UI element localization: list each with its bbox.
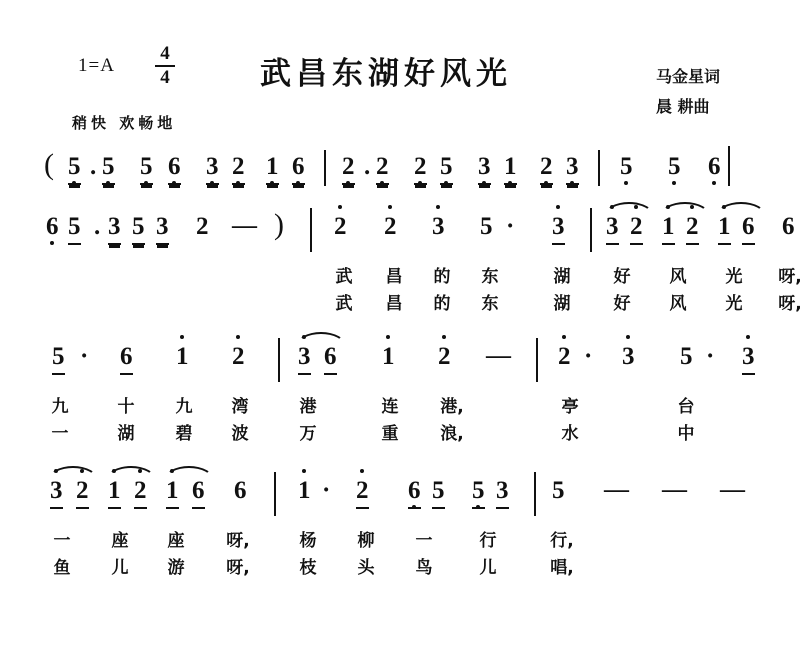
note: 5 [102, 152, 115, 185]
lyric: 湾 [231, 397, 249, 417]
note: 5 [552, 477, 565, 504]
system-1-notes [42, 140, 730, 198]
note: 1 [166, 476, 179, 509]
lyric: 一 [53, 531, 71, 551]
lyric: 呀, [778, 267, 802, 287]
lyric: 湖 [553, 267, 571, 287]
note: 1 [176, 343, 189, 370]
note: 3 [156, 212, 169, 245]
note: 6 [120, 342, 133, 375]
lyric: 好 [613, 267, 631, 287]
system-4-lyrics-verse-2 [42, 553, 730, 580]
lyric: 波 [231, 424, 249, 444]
lyric: 呀, [778, 294, 802, 314]
barline [536, 338, 538, 382]
note: 2 [630, 212, 643, 245]
lyric: 重 [381, 424, 399, 444]
note: 1 [382, 343, 395, 370]
lyricist-credit: 马金星词 [655, 67, 720, 86]
note: 5 [680, 343, 693, 370]
lyric: 港, [440, 397, 464, 417]
credits [656, 62, 720, 122]
lyric: 儿 [111, 558, 129, 578]
sustain-dash: — [232, 212, 257, 239]
barline [590, 208, 592, 252]
lyric: 行 [479, 531, 497, 551]
lyric: 好 [613, 294, 631, 314]
lyric: 柳 [357, 531, 375, 551]
system-3-lyrics-verse-1 [42, 392, 730, 419]
lyric: 碧 [175, 424, 193, 444]
note: 6 [234, 477, 247, 504]
note: 2 [232, 152, 245, 185]
note: 5 [432, 476, 445, 509]
augmentation-dot: . [364, 153, 371, 180]
key-signature: 1=A [78, 55, 115, 76]
note: 2 [438, 343, 451, 370]
note: 5 [668, 153, 681, 180]
lyric: 东 [481, 267, 499, 287]
lyric: 连 [381, 397, 399, 417]
system-3-lyrics-verse-2 [42, 419, 730, 446]
note: 6 [782, 213, 795, 240]
note: 2 [356, 476, 369, 509]
note: 3 [108, 212, 121, 245]
lyric: 昌 [385, 294, 403, 314]
system-2-notes [42, 200, 795, 262]
note: 5 [68, 212, 81, 245]
note: 2 [414, 152, 427, 185]
note: 3 [622, 343, 635, 370]
page-title: 武昌东湖好风光 [260, 56, 512, 92]
note: 1 [266, 152, 279, 185]
augmentation-dot: · [506, 213, 515, 240]
augmentation-dot: · [80, 343, 89, 370]
tempo-marking: 稍快 欢畅地 [72, 114, 177, 132]
augmentation-dot: · [584, 343, 593, 370]
system-2-lyrics-verse-1 [42, 262, 802, 289]
note: 2 [558, 343, 571, 370]
note: 2 [334, 213, 347, 240]
note: 3 [432, 213, 445, 240]
note: 1 [718, 212, 731, 245]
lyric: 呀, [226, 531, 250, 551]
lyric: 风 [669, 294, 687, 314]
lyric: 亭 [561, 397, 579, 417]
note: 2 [76, 476, 89, 509]
lyric: 风 [669, 267, 687, 287]
system-2 [42, 200, 802, 326]
lyric: 十 [117, 397, 135, 417]
note: 5 [440, 152, 453, 185]
barline [274, 472, 276, 516]
system-4 [42, 464, 745, 594]
sustain-dash: — [720, 476, 745, 503]
lyric: 湖 [117, 424, 135, 444]
lyric: 武 [335, 294, 353, 314]
note: 3 [206, 152, 219, 185]
barline [278, 338, 280, 382]
lyric: 行, [550, 531, 574, 551]
note: 6 [292, 152, 305, 185]
note: 5 [472, 476, 485, 509]
lyric: 儿 [479, 558, 497, 578]
note: 3 [742, 342, 755, 375]
lyric: 港 [299, 397, 317, 417]
augmentation-dot: . [90, 153, 97, 180]
lyric: 唱, [550, 558, 574, 578]
time-signature-denominator: 4 [160, 67, 170, 88]
note: 3 [566, 152, 579, 185]
note: 2 [196, 213, 209, 240]
barline [534, 472, 536, 516]
lyric: 呀, [226, 558, 250, 578]
note: 5 [52, 342, 65, 375]
lyric: 座 [167, 531, 185, 551]
barline [324, 150, 326, 186]
system-3-notes [42, 330, 755, 392]
note: 1 [108, 476, 121, 509]
lyric: 一 [415, 531, 433, 551]
lyric: 枝 [299, 558, 317, 578]
lyric: 一 [51, 424, 69, 444]
note: 6 [324, 342, 337, 375]
lyric: 昌 [385, 267, 403, 287]
lyric: 杨 [299, 531, 317, 551]
lyric: 东 [481, 294, 499, 314]
lyric: 水 [561, 424, 579, 444]
system-2-lyrics-verse-2 [42, 289, 802, 316]
system-4-lyrics-verse-1 [42, 526, 730, 553]
note: 1 [662, 212, 675, 245]
lyric: 鱼 [53, 558, 71, 578]
barline [598, 150, 600, 186]
sustain-dash: — [662, 476, 687, 503]
augmentation-dot: . [94, 213, 101, 240]
system-4-notes [42, 464, 745, 526]
lyric: 湖 [553, 294, 571, 314]
note: 3 [298, 342, 311, 375]
note: 6 [742, 212, 755, 245]
lyric: 头 [357, 558, 375, 578]
augmentation-dot: · [322, 477, 331, 504]
note: 2 [686, 212, 699, 245]
lyric: 的 [433, 294, 451, 314]
note: 2 [232, 343, 245, 370]
note: 5 [68, 152, 81, 185]
note: 3 [478, 152, 491, 185]
barline [728, 146, 730, 186]
barline [310, 208, 312, 252]
note: 6 [408, 476, 421, 509]
sustain-dash: — [604, 476, 629, 503]
note: 2 [540, 152, 553, 185]
lyric: 中 [677, 424, 695, 444]
time-signature-numerator: 4 [160, 43, 170, 64]
note: 3 [552, 212, 565, 245]
note: 3 [606, 212, 619, 245]
note: 1 [298, 477, 311, 504]
lyric: 武 [335, 267, 353, 287]
note: 2 [134, 476, 147, 509]
lyric: 台 [677, 397, 695, 417]
close-paren: ) [274, 208, 284, 241]
lyric: 九 [51, 397, 69, 417]
lyric: 座 [111, 531, 129, 551]
augmentation-dot: · [706, 343, 715, 370]
lyric: 浪, [440, 424, 464, 444]
open-paren: ( [44, 148, 54, 181]
note: 5 [480, 213, 493, 240]
note: 6 [168, 152, 181, 185]
note: 2 [376, 152, 389, 185]
note: 2 [384, 213, 397, 240]
note: 3 [496, 476, 509, 509]
lyric: 的 [433, 267, 451, 287]
lyric: 万 [299, 424, 317, 444]
lyric: 光 [725, 294, 743, 314]
sheet-header [0, 0, 772, 140]
note: 6 [46, 213, 59, 240]
composer-credit: 晨 耕曲 [655, 97, 710, 116]
lyric: 光 [725, 267, 743, 287]
note: 3 [50, 476, 63, 509]
note: 5 [140, 152, 153, 185]
system-3 [42, 330, 755, 460]
note: 2 [342, 152, 355, 185]
note: 6 [192, 476, 205, 509]
lyric: 九 [175, 397, 193, 417]
note: 5 [132, 212, 145, 245]
lyric: 鸟 [415, 558, 433, 578]
note: 5 [620, 153, 633, 180]
lyric: 游 [167, 558, 185, 578]
note: 1 [504, 152, 517, 185]
sustain-dash: — [486, 342, 511, 369]
note: 6 [708, 153, 721, 180]
